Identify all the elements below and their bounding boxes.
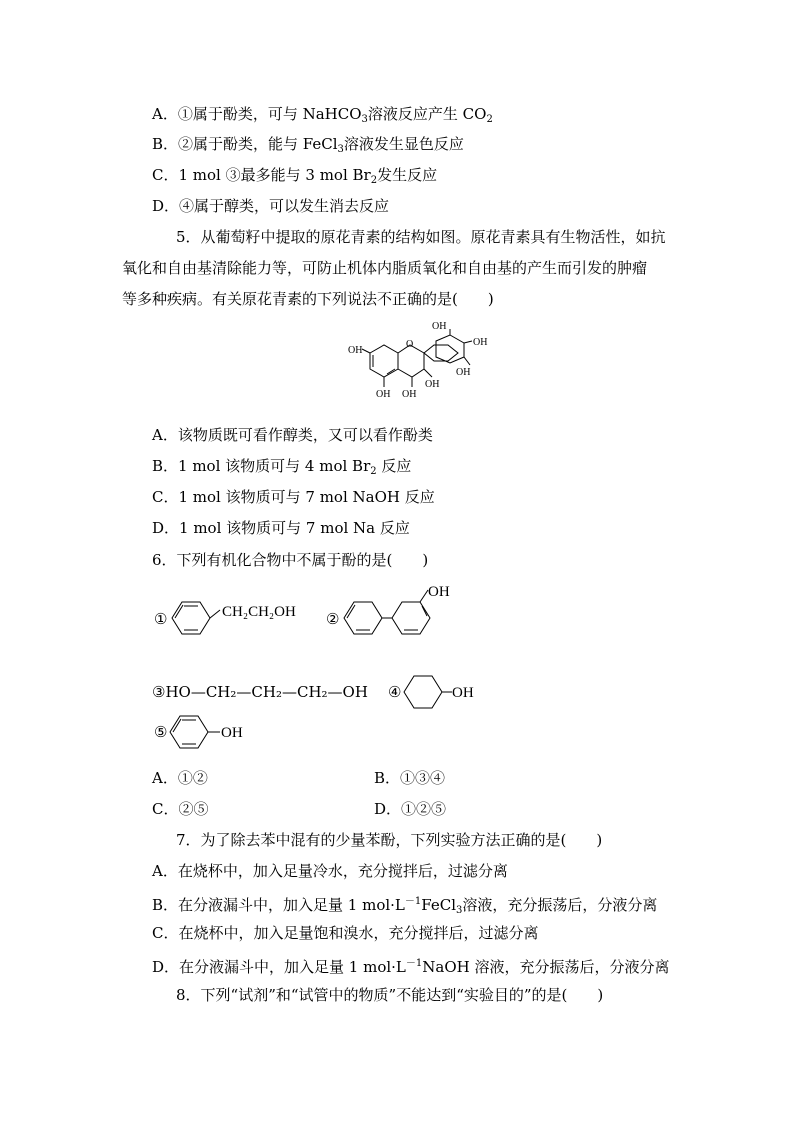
q6-stem: 6．下列有机化合物中不属于酚的是( ) [152,551,429,569]
q7-option-b: B．在分液漏斗中，加入足量 1 $mol\cdot L^{-1}FeCl_3$溶液，充分振荡后，分液分离 [152,896,658,916]
q6-compound-2 [322,582,472,648]
svg-text:①: ① [154,612,168,628]
q6-compound-4 [386,672,496,712]
svg-text:④: ④ [388,685,402,701]
q5-oh-label: OH [473,337,488,348]
q5-option-c: C．1 mol 该物质可与 7 mol NaOH 反应 [152,488,435,506]
q7-option-c: C．在烧杯中，加入足量饱和溴水，充分搅拌后，过滤分离 [152,924,539,942]
q5-oh-label: OH [425,379,440,390]
svg-text:⑤: ⑤ [154,725,168,741]
q5-oh-label: OH [432,321,447,332]
q5-stem-line1: 5．从葡萄籽中提取的原花青素的结构如图。原花青素具有生物活性，如抗 [176,228,666,246]
q5-oh-label: OH [402,389,417,400]
q6-option-c: C．②⑤ [152,800,209,818]
q5-ring-o-label: O [406,339,414,350]
svg-text:②: ② [326,612,340,628]
q6-option-b: B．①③④ [374,769,446,787]
q4-option-d: D．④属于醇类，可以发生消去反应 [152,197,390,215]
q5-oh-label: OH [376,389,391,400]
q6-option-d: D．①②⑤ [374,800,447,818]
q6-compound-1 [150,592,310,642]
q7-option-d: D．在分液漏斗中，加入足量 1 $mol\cdot L^{-1}NaOH$ 溶液，充分振荡后，分液分离 [152,958,670,976]
svg-text:OH: OH [452,685,474,701]
svg-text:OH: OH [221,725,243,741]
q5-oh-label: OH [348,345,363,356]
svg-text:CH₂CH₂OH: CH₂CH₂OH [222,604,296,620]
q7-option-a: A．在烧杯中，加入足量冷水，充分搅拌后，过滤分离 [152,862,508,880]
svg-text:OH: OH [428,584,450,600]
q5-option-b: B．1 mol 该物质可与 4 mol $Br_2$ 反应 [152,457,412,477]
q4-option-c: C．1 mol ③最多能与 3 mol $Br_2$发生反应 [152,166,438,186]
q5-oh-label: OH [456,367,471,378]
q6-compound-3: ③HO—CH₂—CH₂—CH₂—OH [152,683,368,701]
proanthocyanidin-structure [340,315,490,415]
q8-stem: 8．下列“试剂”和“试管中的物质”不能达到“实验目的”的是( ) [176,986,604,1004]
q4-option-a: A．①属于酚类，可与 NaHCO$_3$溶液反应产生 $CO_2$ [152,105,493,125]
q7-stem: 7．为了除去苯中混有的少量苯酚，下列实验方法正确的是( ) [176,831,603,849]
q5-stem-line2: 氧化和自由基清除能力等，可防止机体内脂质氧化和自由基的产生而引发的肿瘤 [122,259,648,277]
q5-option-d: D．1 mol 该物质可与 7 mol Na 反应 [152,519,410,537]
q4-option-b: B．②属于酚类，能与 FeCl$_3$溶液发生显色反应 [152,135,464,155]
q6-compound-5 [150,712,270,752]
q6-option-a: A．①② [152,769,208,787]
q5-option-a: A．该物质既可看作醇类，又可以看作酚类 [152,426,433,444]
q5-stem-line3: 等多种疾病。有关原花青素的下列说法不正确的是( ) [122,290,494,308]
